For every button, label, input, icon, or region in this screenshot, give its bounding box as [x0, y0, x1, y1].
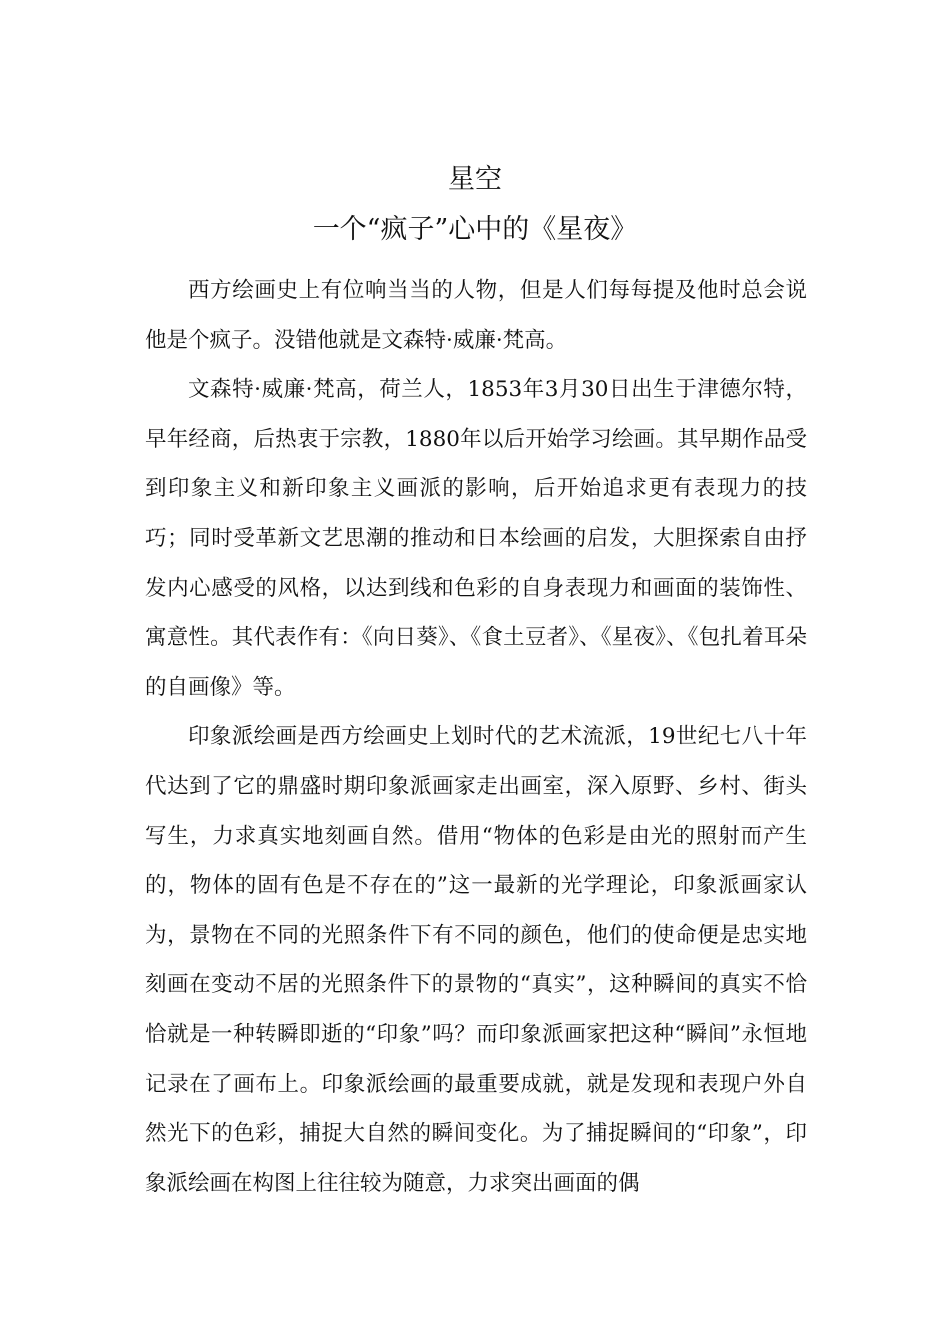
paragraph-biography: 文森特·威廉·梵高，荷兰人，1853年3月30日出生于津德尔特，早年经商，后热衷于宗教，1880年以后开始学习绘画。其早期作品受到印象主义和新印象主义画派的影响，后开始追求更有表现力的技巧；同时受革新文艺思潮的推动和日本绘画的启发，大胆探索自由抒发内心感受的风格，以达到线和色彩的自身表现力和画面的装饰性、寓意性。其代表作有：《向日葵》、《食土豆者》、《星夜》、《包扎着耳朵的自画像》等。 [145, 377, 807, 700]
paragraph-intro: 西方绘画史上有位响当当的人物，但是人们每每提及他时总会说他是个疯子。没错他就是文森特·威廉·梵高。 [145, 278, 807, 353]
document-subtitle: 一个“疯子”心中的《星夜》 [312, 214, 638, 245]
document-body [145, 266, 807, 1208]
document-title: 星空 [448, 164, 502, 195]
paragraph-impressionism: 印象派绘画是西方绘画史上划时代的艺术流派，19世纪七八十年代达到了它的鼎盛时期印象派画家走出画室，深入原野、乡村、街头写生，力求真实地刻画自然。借用“物体的色彩是由光的照射而产生的，物体的固有色是不存在的”这一最新的光学理论，印象派画家认为，景物在不同的光照条件下有不同的颜色，他们的使命便是忠实地刻画在变动不居的光照条件下的景物的“真实”，这种瞬间的真实不恰恰就是一种转瞬即逝的“印象”吗？而印象派画家把这种“瞬间”永恒地记录在了画布上。印象派绘画的最重要成就，就是发现和表现户外自然光下的色彩，捕捉大自然的瞬间变化。为了捕捉瞬间的“印象”，印象派绘画在构图上往往较为随意，力求突出画面的偶 [145, 724, 807, 1196]
